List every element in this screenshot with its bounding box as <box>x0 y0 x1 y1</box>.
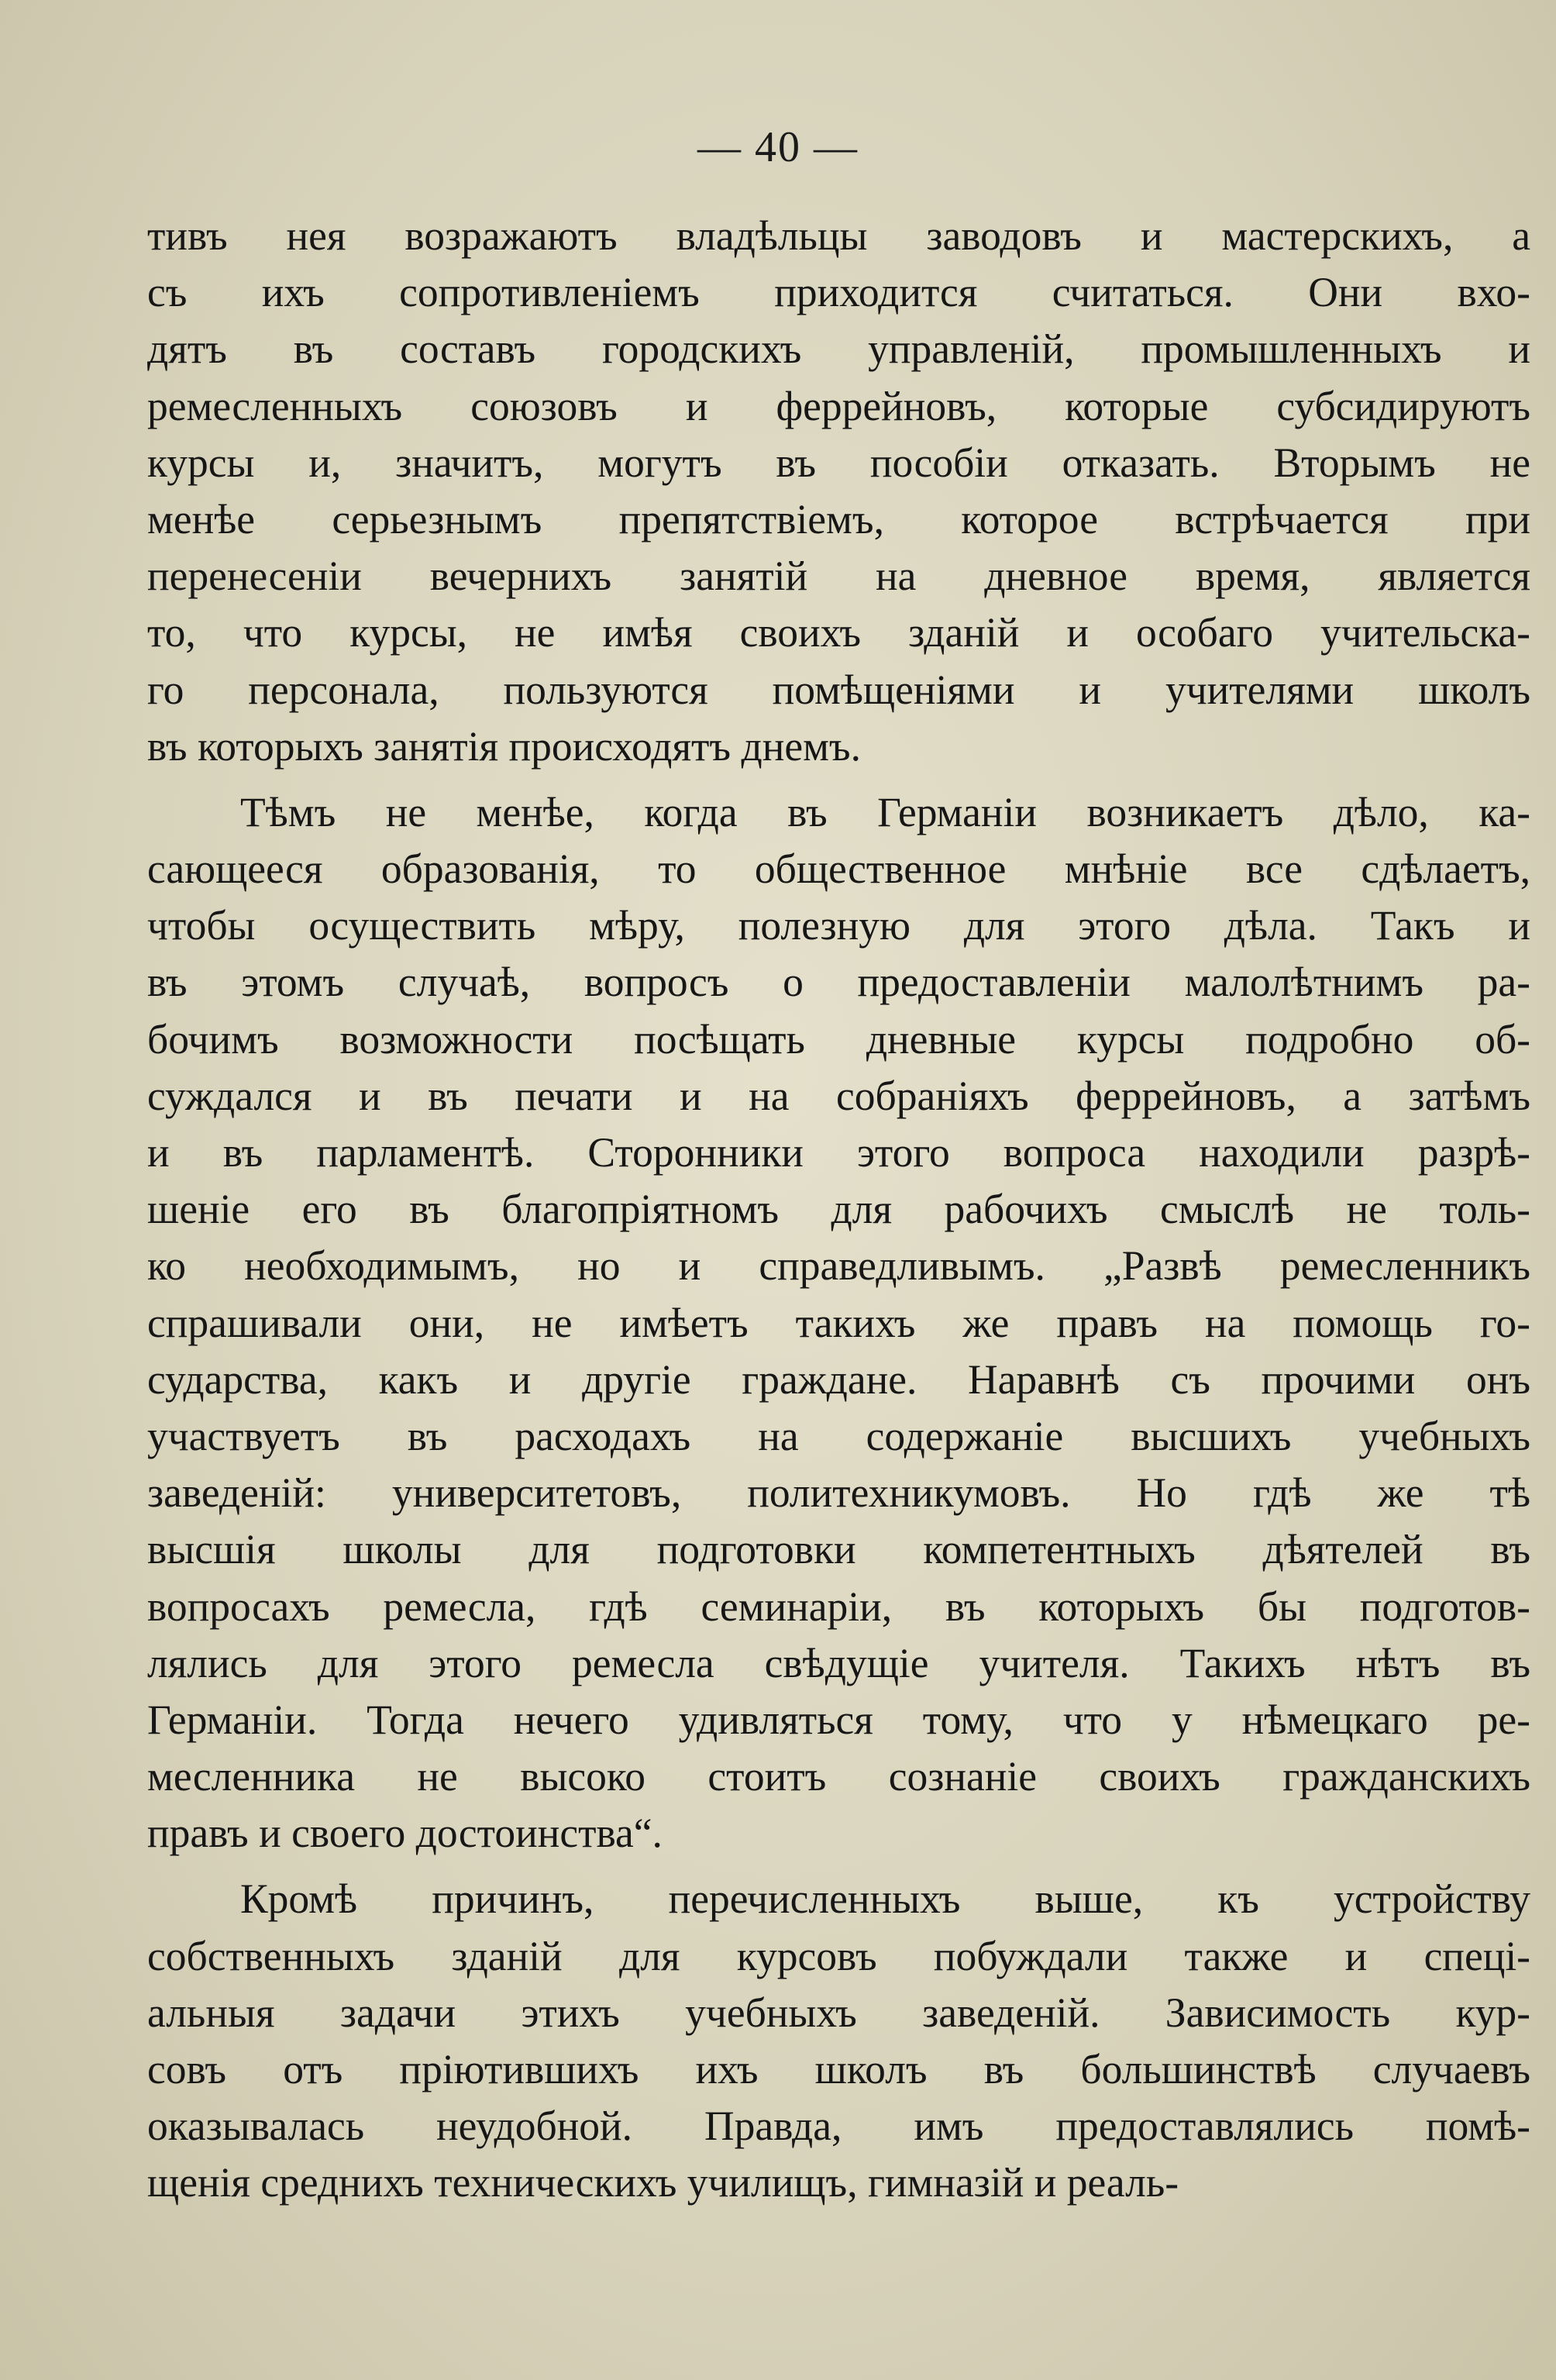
text-line: бочимъ возможности посѣщать дневные курсы подробно об- <box>147 1015 1530 1063</box>
text-line: вопросахъ ремесла, гдѣ семинаріи, въ которыхъ бы подготов- <box>147 1583 1530 1630</box>
text-line: тивъ нея возражаютъ владѣльцы заводовъ и мастерскихъ, а <box>147 212 1530 259</box>
text-line: совъ отъ пріютившихъ ихъ школъ въ большинствѣ случаевъ <box>147 2046 1530 2092</box>
text-line: альныя задачи этихъ учебныхъ заведеній. Зависимость кур- <box>147 1989 1530 2036</box>
text-line: и въ парламентѣ. Сторонники этого вопроса находили разрѣ- <box>147 1129 1530 1176</box>
page-number: — 40 — <box>697 123 859 171</box>
text-line: лялись для этого ремесла свѣдущіе учителя. Такихъ нѣтъ въ <box>147 1639 1530 1686</box>
text-line: месленника не высоко стоитъ сознаніе своихъ гражданскихъ <box>147 1753 1530 1800</box>
text-line: суждался и въ печати и на собраніяхъ феррейновъ, а затѣмъ <box>147 1072 1530 1119</box>
text-line: оказывалась неудобной. Правда, имъ предоставлялись помѣ- <box>147 2103 1530 2150</box>
text-line: шеніе его въ благопріятномъ для рабочихъ смыслѣ не толь- <box>147 1186 1530 1233</box>
text-line: въ которыхъ занятія происходятъ днемъ. <box>147 722 861 770</box>
text-line: Тѣмъ не менѣе, когда въ Германіи возникаетъ дѣло, ка- <box>240 788 1530 835</box>
text-line: ко необходимымъ, но и справедливымъ. „Развѣ ремесленникъ <box>147 1242 1530 1290</box>
text-line: чтобы осуществить мѣру, полезную для этого дѣла. Такъ и <box>147 902 1530 949</box>
paragraph <box>147 784 1530 1862</box>
text-line: участвуетъ въ расходахъ на содержаніе высшихъ учебныхъ <box>147 1412 1530 1459</box>
text-line: заведеній: университетовъ, политехникумовъ. Но гдѣ же тѣ <box>147 1469 1530 1517</box>
text-line: Германіи. Тогда нечего удивляться тому, что у нѣмецкаго ре- <box>147 1696 1530 1743</box>
text-line: правъ и своего достоинства“. <box>147 1810 663 1857</box>
text-line: высшія школы для подготовки компетентныхъ дѣятелей въ <box>147 1526 1530 1573</box>
text-line: то, что курсы, не имѣя своихъ зданій и особаго учительска- <box>147 609 1530 656</box>
text-line: дятъ въ составъ городскихъ управленій, промышленныхъ и <box>147 325 1530 373</box>
text-line: менѣе серьезнымъ препятствіемъ, которое встрѣчается при <box>147 495 1530 542</box>
text-line: сающееся образованія, то общественное мнѣніе все сдѣлаетъ, <box>147 846 1530 893</box>
text-line: сударства, какъ и другіе граждане. Наравнѣ съ прочими онъ <box>147 1355 1530 1403</box>
text-line: щенія среднихъ техническихъ училищъ, гимназій и реаль- <box>147 2159 1179 2206</box>
text-line: собственныхъ зданій для курсовъ побуждали также и спеці- <box>147 1932 1530 1979</box>
text-line: Кромѣ причинъ, перечисленныхъ выше, къ устройству <box>240 1875 1530 1923</box>
text-line: съ ихъ сопротивленіемъ приходится считаться. Они вхо- <box>147 269 1530 316</box>
text-line: перенесеніи вечернихъ занятій на дневное время, является <box>147 553 1530 600</box>
text-line: въ этомъ случаѣ, вопросъ о предоставленіи малолѣтнимъ ра- <box>147 959 1530 1006</box>
text-line: ремесленныхъ союзовъ и феррейновъ, которые субсидируютъ <box>147 382 1530 429</box>
text-line: курсы и, значитъ, могутъ въ пособіи отказать. Вторымъ не <box>147 439 1530 486</box>
body-text <box>147 208 1530 2212</box>
paragraph-gap <box>147 1862 1530 1871</box>
paragraph <box>147 208 1530 775</box>
paragraph-gap <box>147 775 1530 784</box>
text-line: го персонала, пользуются помѣщеніями и учителями школъ <box>147 666 1530 713</box>
text-line: спрашивали они, не имѣетъ такихъ же правъ на помощь го- <box>147 1299 1530 1346</box>
paragraph <box>147 1871 1530 2211</box>
